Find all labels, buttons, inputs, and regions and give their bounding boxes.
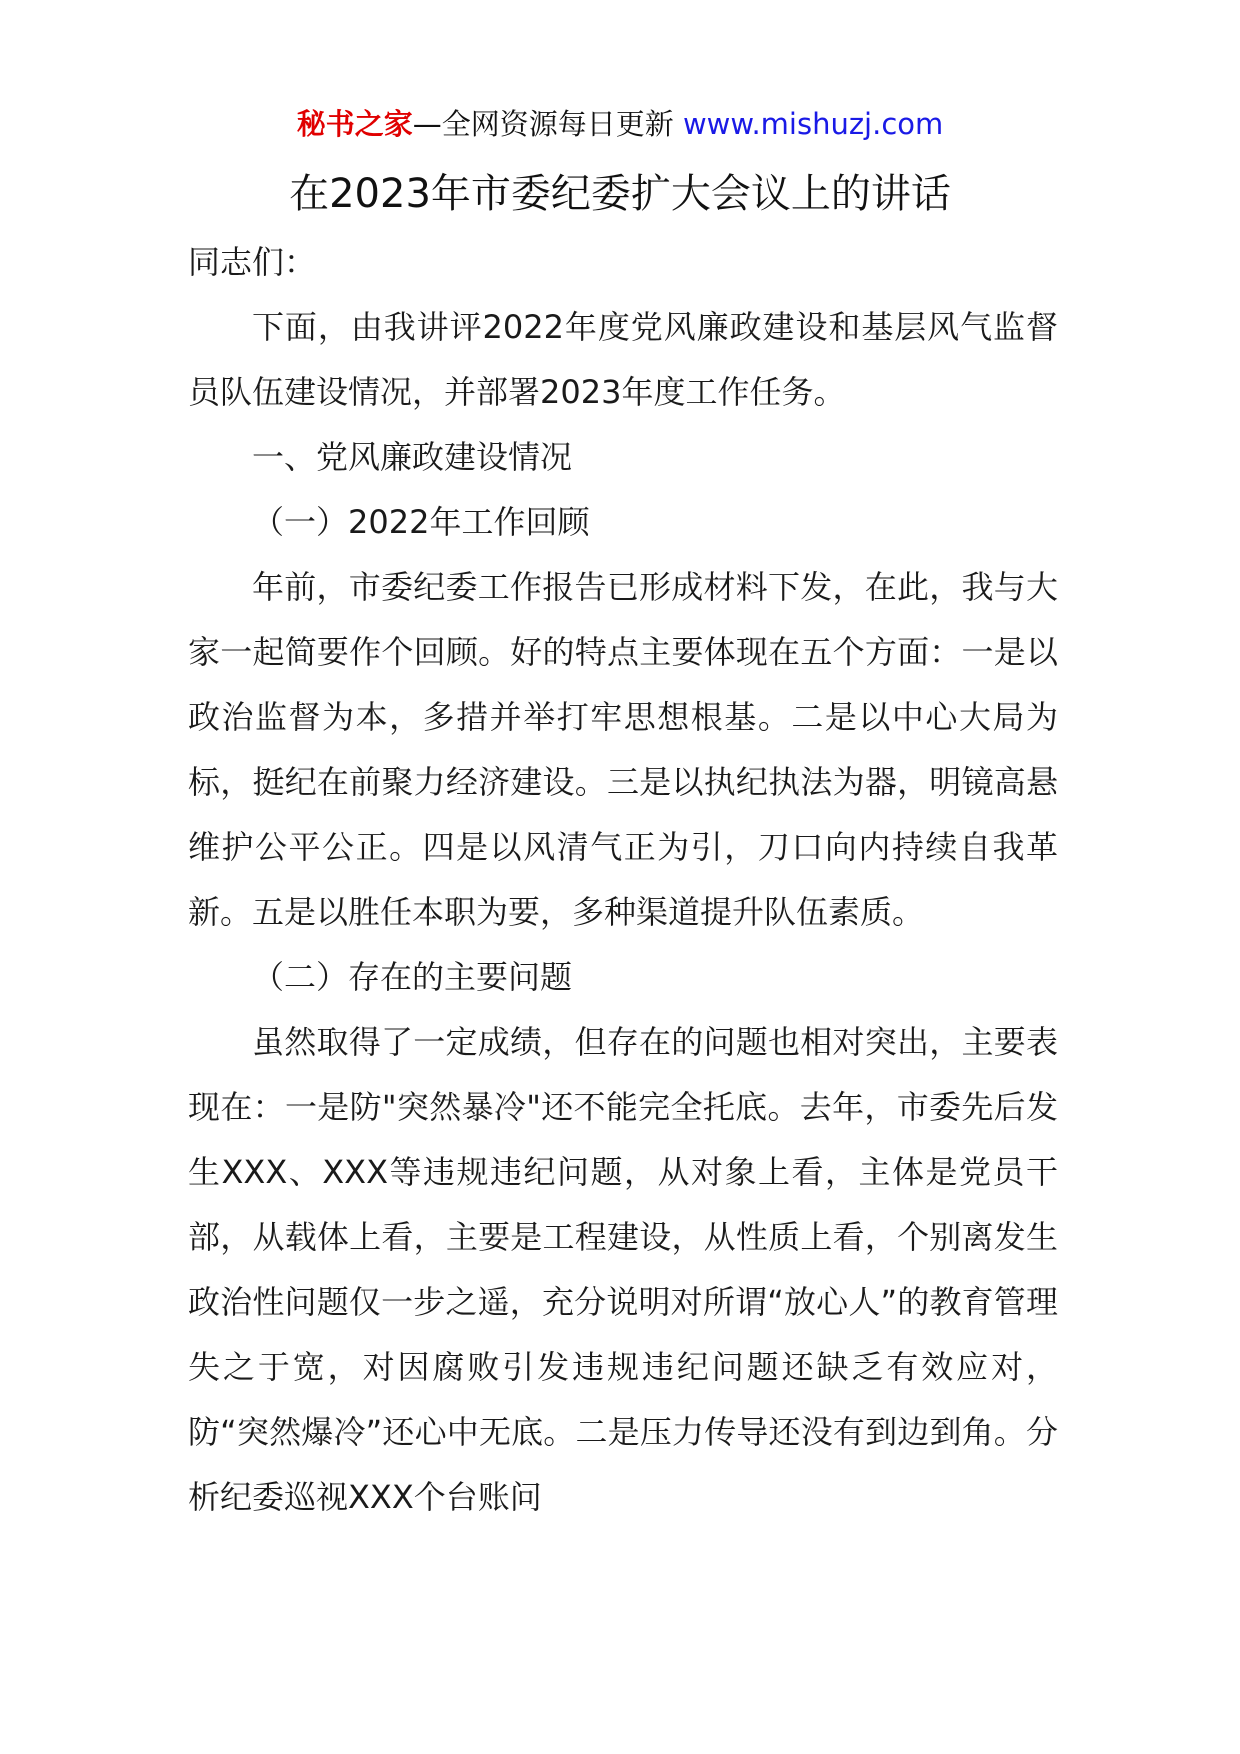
subsection-heading: （二）存在的主要问题 (252, 958, 573, 996)
subsection-heading: （一）2022年工作回顾 (252, 503, 590, 541)
intro-paragraph: 下面，由我讲评2022年度党风廉政建设和基层风气监督员队伍建设情况，并部署2023年度工作任务。 (188, 308, 1058, 411)
site-header (0, 104, 1240, 144)
document-body (188, 230, 1058, 1530)
header-slogan: —全网资源每日更新 (412, 107, 674, 141)
review-paragraph: 年前，市委纪委工作报告已形成材料下发，在此，我与大家一起简要作个回顾。好的特点主要体现在五个方面：一是以政治监督为本，多措并举打牢思想根基。二是以中心大局为标，挺纪在前聚力经济建设。三是以执纪执法为器，明镜高悬维护公平公正。四是以风清气正为引，刀口向内持续自我革新。五是以胜任本职为要，多种渠道提升队伍素质。 (188, 568, 1058, 931)
site-url-link[interactable]: www.mishuzj.com (682, 107, 944, 141)
section-heading: 一、党风廉政建设情况 (252, 438, 573, 476)
brand-name: 秘书之家 (296, 107, 413, 141)
salutation: 同志们： (188, 243, 317, 281)
problems-paragraph: 虽然取得了一定成绩，但存在的问题也相对突出，主要表现在：一是防"突然暴冷"还不能完全托底。去年，市委先后发生XXX、XXX等违规违纪问题，从对象上看，主体是党员干部，从载体上看，主要是工程建设，从性质上看，个别离发生政治性问题仅一步之遥，充分说明对所谓“放心人”的教育管理失之于宽，对因腐败引发违规违纪问题还缺乏有效应对，防“突然爆冷”还心中无底。二是压力传导还没有到边到角。分析纪委巡视XXX个台账问 (188, 1023, 1058, 1516)
document-title: 在2023年市委纪委扩大会议上的讲话 (289, 171, 951, 217)
